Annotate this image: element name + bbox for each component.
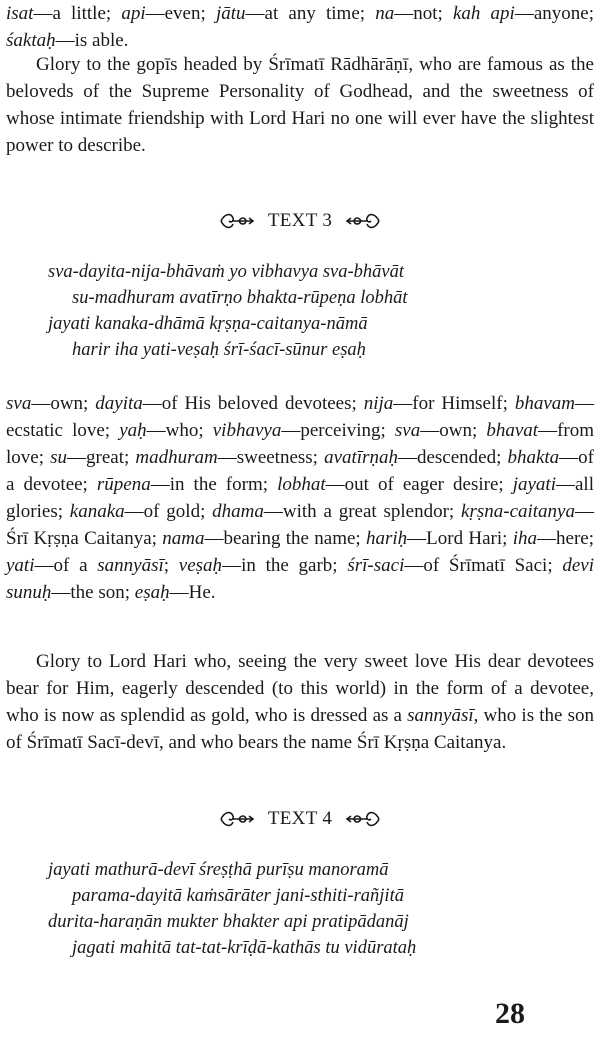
synonym-gloss: —not; bbox=[394, 3, 453, 24]
synonym-term: vibhavya bbox=[212, 420, 282, 441]
synonym-term: isat bbox=[6, 3, 34, 24]
synonym-gloss: —out of eager desire; bbox=[325, 474, 513, 495]
synonym-gloss: —from love; bbox=[6, 420, 595, 468]
synonym-term: yati bbox=[6, 555, 35, 576]
synonym-gloss: —for Himself; bbox=[393, 393, 515, 414]
verse-line: su-madhuram avatīrṇo bhakta-rūpeṇa lobhāt bbox=[72, 288, 408, 308]
synonym-gloss: —of a devotee; bbox=[6, 447, 594, 495]
text-4-heading bbox=[6, 806, 594, 831]
synonym-term: veṣaḥ bbox=[178, 555, 223, 576]
synonym-term: rūpena bbox=[96, 474, 151, 495]
synonym-term: dhama bbox=[212, 501, 264, 522]
synonym-gloss: —ecstatic love; bbox=[6, 393, 594, 441]
synonym-term: api bbox=[121, 3, 146, 24]
synonym-term: sannyāsī bbox=[97, 555, 164, 576]
synonym-term: avatīrṇaḥ bbox=[324, 447, 398, 468]
text-3-label: TEXT 3 bbox=[267, 209, 333, 231]
synonym-gloss: —of His beloved devotees; bbox=[142, 393, 364, 414]
synonym-term: kah api bbox=[452, 3, 515, 24]
synonyms-paragraph-top bbox=[6, 0, 594, 54]
synonym-term: śrī-saci bbox=[347, 555, 405, 576]
text-3-heading bbox=[6, 208, 594, 233]
text-4-label: TEXT 4 bbox=[267, 807, 333, 829]
synonym-gloss: —Lord Hari; bbox=[407, 528, 513, 549]
synonym-gloss: —at any time; bbox=[245, 3, 376, 24]
ornament-right-icon bbox=[343, 808, 381, 830]
verse-line: sva-dayita-nija-bhāvaṁ yo vibhavya sva-bhāvāt bbox=[48, 262, 405, 282]
synonym-term: śaktaḥ bbox=[6, 30, 56, 51]
verse-line: jagati mahitā tat-tat-krīḍā-kathās tu vidūrataḥ bbox=[72, 938, 417, 958]
synonym-term: sva bbox=[394, 420, 421, 441]
text-3-synonyms bbox=[6, 390, 594, 606]
synonym-gloss: —the son; bbox=[51, 582, 135, 603]
synonym-gloss: —own; bbox=[31, 393, 96, 414]
translation-text: , who is the son of Śrīmatī Sacī-devī, and who bears the name Śrī Kṛṣṇa Caitanya. bbox=[6, 705, 594, 753]
verse-line: parama-dayitā kaṁsārāter jani-sthiti-rañjitā bbox=[72, 886, 404, 906]
synonym-gloss: —in the form; bbox=[150, 474, 278, 495]
synonym-term: jayati bbox=[512, 474, 556, 495]
ornament-left-icon bbox=[219, 808, 257, 830]
translation-paragraph-1: Glory to the gopīs headed by Śrīmatī Rādhārāṇī, who are famous as the beloveds of the Supreme Personality of Godhead, and the sweetness of whose intimate friendship with Lord Hari no one will ever have the slightest power to describe. bbox=[6, 54, 594, 156]
synonym-term: devi sunuḥ bbox=[6, 555, 595, 603]
synonym-gloss: —sweetness; bbox=[217, 447, 325, 468]
synonym-term: kanaka bbox=[69, 501, 125, 522]
text-3-verse bbox=[6, 259, 586, 363]
synonym-term: madhuram bbox=[135, 447, 218, 468]
verse-line: harir iha yati-veṣaḥ śrī-śacī-sūnur eṣaḥ bbox=[72, 340, 366, 360]
synonym-gloss: —here; bbox=[537, 528, 594, 549]
synonym-gloss: —of gold; bbox=[124, 501, 213, 522]
page-number: 28 bbox=[495, 997, 525, 1030]
verse-line: jayati mathurā-devī śreṣṭhā purīṣu manoramā bbox=[48, 860, 389, 880]
synonym-term: yaḥ bbox=[119, 420, 147, 441]
synonym-term: su bbox=[50, 447, 67, 468]
synonym-gloss: —own; bbox=[420, 420, 487, 441]
verse-line: jayati kanaka-dhāmā kṛṣṇa-caitanya-nāmā bbox=[48, 314, 368, 334]
synonym-gloss: —of Śrīmatī Saci; bbox=[404, 555, 563, 576]
synonym-term: nama bbox=[162, 528, 205, 549]
synonym-term: jātu bbox=[215, 3, 246, 24]
synonym-gloss: —He. bbox=[169, 582, 216, 603]
synonym-term: lobhat bbox=[277, 474, 326, 495]
synonym-term: iha bbox=[512, 528, 538, 549]
synonym-gloss: —perceiving; bbox=[281, 420, 395, 441]
synonym-gloss: —all glories; bbox=[6, 474, 594, 522]
synonym-gloss: —of a bbox=[34, 555, 98, 576]
synonym-gloss: —a little; bbox=[33, 3, 122, 24]
synonym-gloss: —great; bbox=[67, 447, 136, 468]
synonym-gloss: —bearing the name; bbox=[204, 528, 366, 549]
synonym-gloss: —with a great splendor; bbox=[263, 501, 462, 522]
synonym-term: kṛṣna-caitanya bbox=[461, 501, 575, 522]
synonym-gloss: —even; bbox=[145, 3, 216, 24]
synonym-gloss: ; bbox=[163, 555, 179, 576]
synonym-term: eṣaḥ bbox=[134, 582, 170, 603]
synonym-gloss: —in the garb; bbox=[222, 555, 348, 576]
synonym-term: bhakta bbox=[507, 447, 560, 468]
synonym-gloss: —who; bbox=[146, 420, 213, 441]
text-4-verse bbox=[6, 857, 586, 961]
synonym-term: bhavat bbox=[486, 420, 539, 441]
synonym-term: sva bbox=[6, 393, 32, 414]
synonym-term: bhavam bbox=[514, 393, 575, 414]
synonym-gloss: —is able. bbox=[55, 30, 129, 51]
synonym-gloss: —descended; bbox=[397, 447, 508, 468]
synonym-term: na bbox=[375, 3, 395, 24]
synonym-term: nija bbox=[363, 393, 394, 414]
synonym-gloss: —Śrī Kṛṣṇa Caitanya; bbox=[6, 501, 594, 549]
synonym-term: dayita bbox=[95, 393, 143, 414]
ornament-left-icon bbox=[219, 210, 257, 232]
translation-paragraph-2 bbox=[6, 648, 594, 756]
synonym-term: hariḥ bbox=[365, 528, 408, 549]
translation-italic-term: sannyāsī bbox=[407, 705, 474, 726]
synonym-gloss: —anyone; bbox=[514, 3, 594, 24]
verse-line: durita-haraṇān mukter bhakter api pratipādanāj bbox=[48, 912, 409, 932]
ornament-right-icon bbox=[343, 210, 381, 232]
translation-text: Glory to Lord Hari who, seeing the very sweet love His dear devotees bear for Him, eagerly descended (to this world) in the form of a devotee, who is now as splendid as gold, who is dressed as a bbox=[6, 651, 594, 726]
